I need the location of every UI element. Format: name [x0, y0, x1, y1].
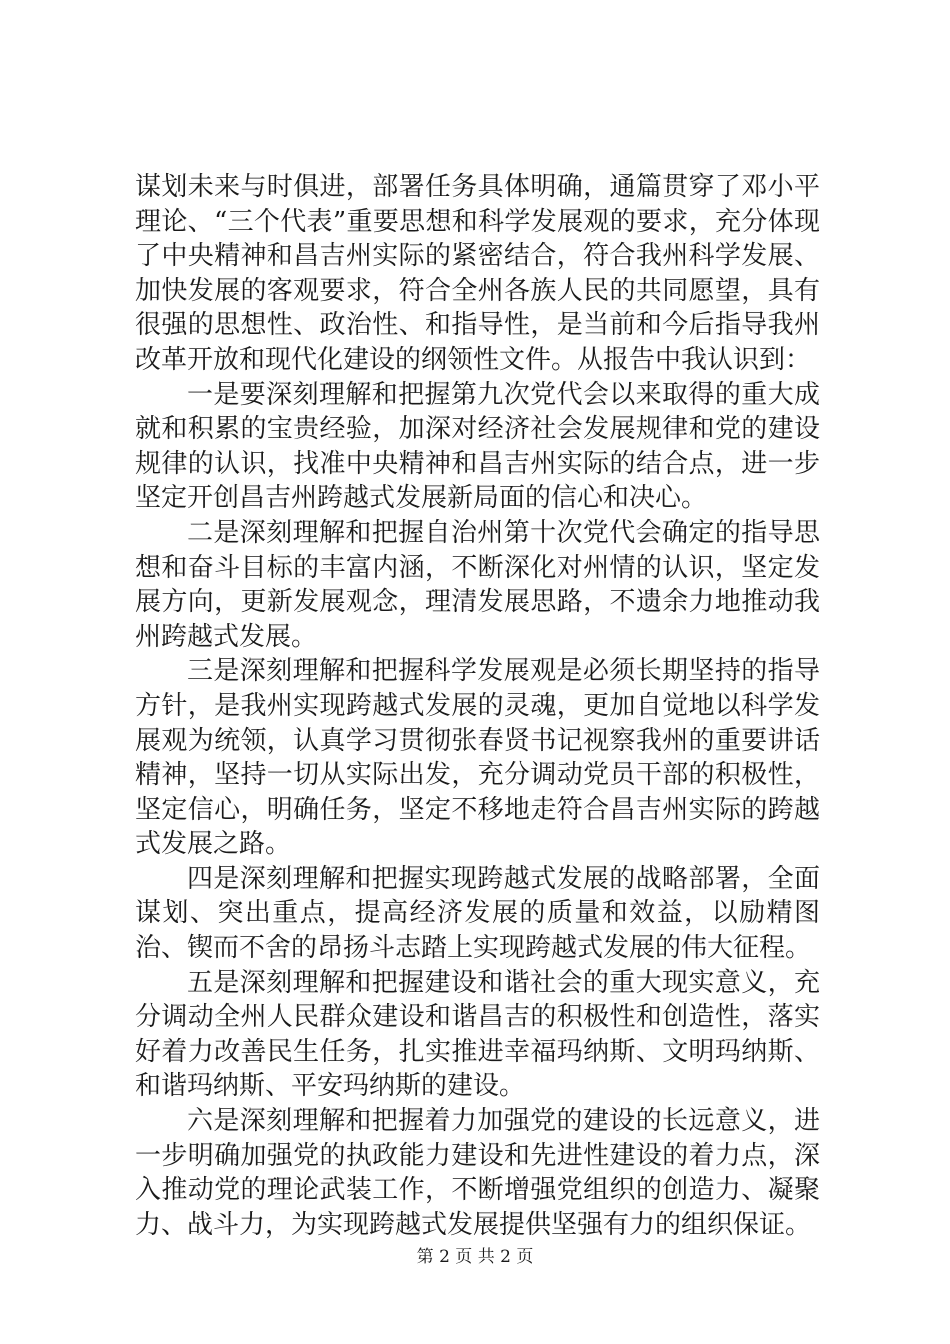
document-body	[135, 170, 820, 1242]
page-number-footer: 第 2 页 共 2 页	[416, 1247, 534, 1267]
paragraph-point-five: 五是深刻理解和把握建设和谐社会的重大现实意义，充分调动全州人民群众建设和谐昌吉的积极性和创造性，落实好着力改善民生任务，扎实推进幸福玛纳斯、文明玛纳斯、和谐玛纳斯、平安玛纳斯的建设。	[135, 967, 820, 1102]
paragraph-point-four: 四是深刻理解和把握实现跨越式发展的战略部署，全面谋划、突出重点，提高经济发展的质量和效益，以励精图治、锲而不舍的昂扬斗志踏上实现跨越式发展的伟大征程。	[135, 863, 820, 964]
paragraph-point-six: 六是深刻理解和把握着力加强党的建设的长远意义，进一步明确加强党的执政能力建设和先进性建设的着力点，深入推动党的理论武装工作，不断增强党组织的创造力、凝聚力、战斗力，为实现跨越式发展提供坚强有力的组织保证。	[135, 1106, 820, 1240]
paragraph-point-two: 二是深刻理解和把握自治州第十次党代会确定的指导思想和奋斗目标的丰富内涵，不断深化对州情的认识，坚定发展方向，更新发展观念，理清发展思路，不遗余力地推动我州跨越式发展。	[135, 517, 820, 652]
paragraph-point-three: 三是深刻理解和把握科学发展观是必须长期坚持的指导方针，是我州实现跨越式发展的灵魂，更加自觉地以科学发展观为统领，认真学习贯彻张春贤书记视察我州的重要讲话精神，坚持一切从实际出发，充分调动党员干部的积极性，坚定信心，明确任务，坚定不移地走符合昌吉州实际的跨越式发展之路。	[135, 656, 820, 860]
paragraph-continuation: 谋划未来与时俱进，部署任务具体明确，通篇贯穿了邓小平理论、“三个代表”重要思想和科学发展观的要求，充分体现了中央精神和昌吉州实际的紧密结合，符合我州科学发展、加快发展的客观要求，符合全州各族人民的共同愿望，具有很强的思想性、政治性、和指导性，是当前和今后指导我州改革开放和现代化建设的纲领性文件。从报告中我认识到：	[135, 172, 820, 375]
paragraph-point-one: 一是要深刻理解和把握第九次党代会以来取得的重大成就和积累的宝贵经验，加深对经济社会发展规律和党的建设规律的认识，找准中央精神和昌吉州实际的结合点，进一步坚定开创昌吉州跨越式发展新局面的信心和决心。	[135, 379, 820, 514]
